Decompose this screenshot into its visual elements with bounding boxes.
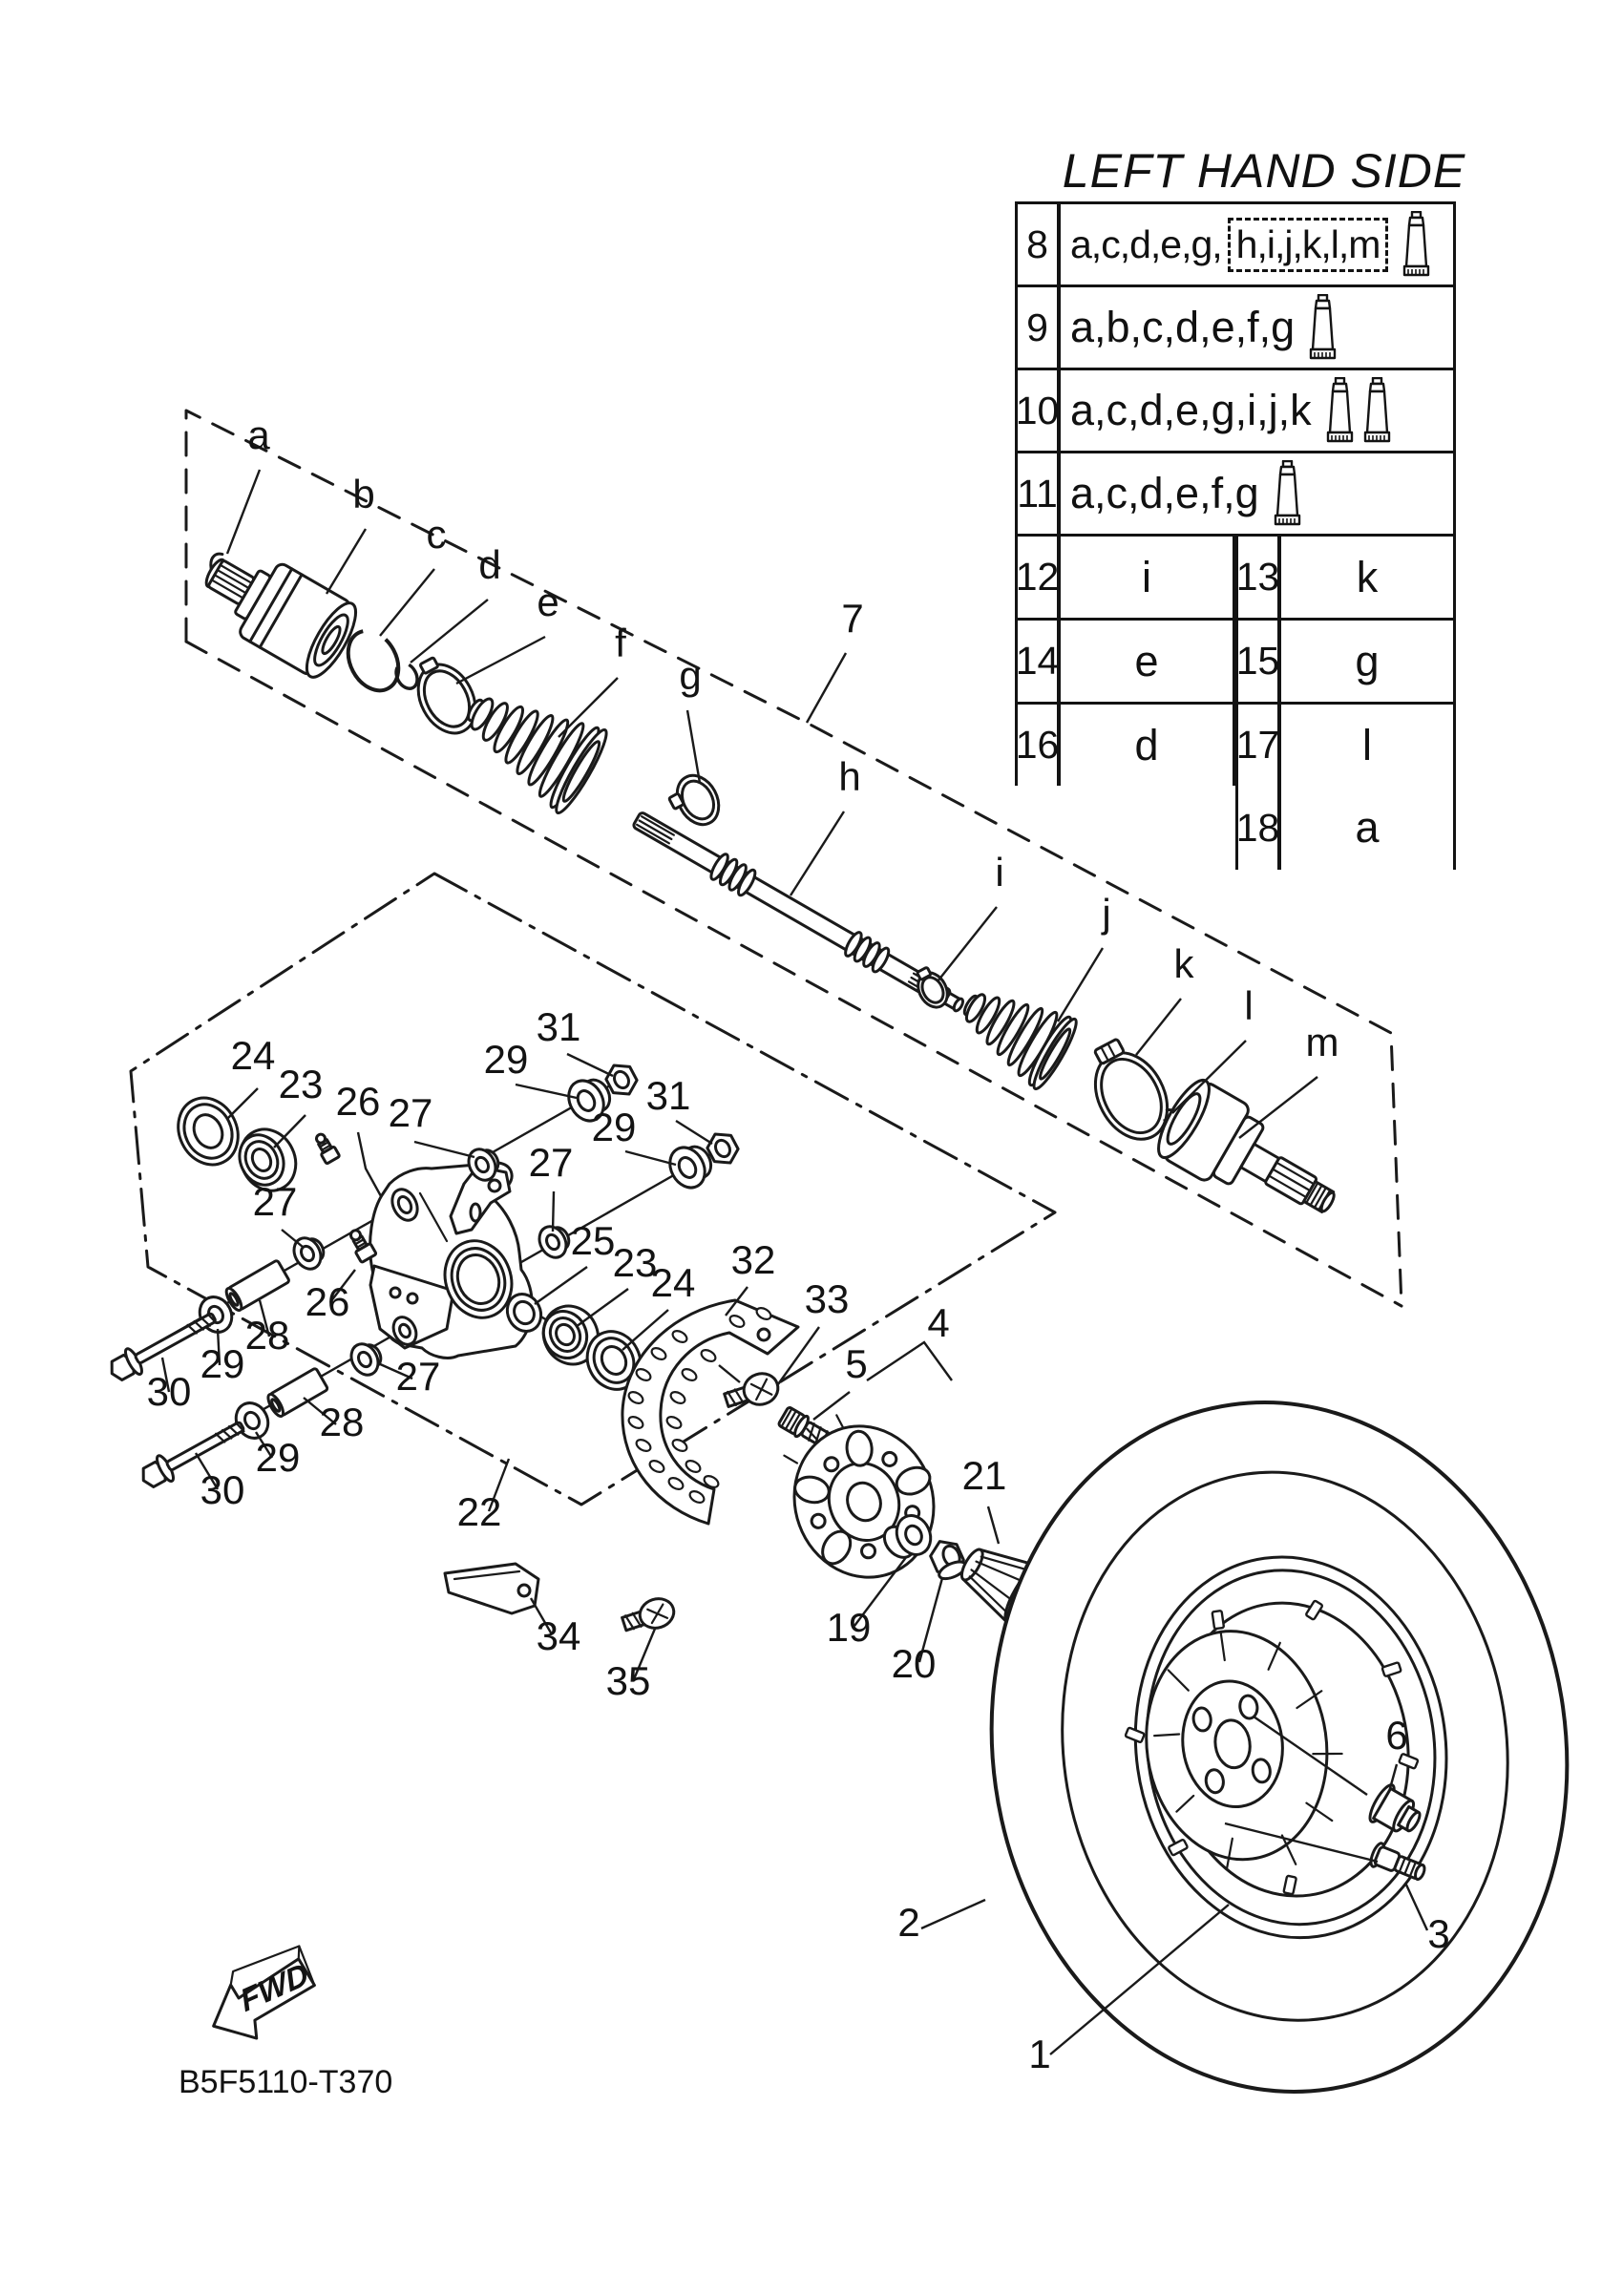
row18-number: 18 — [1235, 786, 1279, 870]
row8-codes — [1059, 201, 1456, 284]
table-row-8 — [1015, 201, 1456, 284]
screw-35 — [620, 1594, 678, 1637]
row11-codes — [1059, 451, 1456, 534]
part-label-34: 34 — [536, 1613, 581, 1658]
retainer-bracket-34 — [445, 1564, 538, 1613]
part-label-6: 6 — [1385, 1713, 1408, 1758]
outer-cv-joint-m — [1149, 1074, 1353, 1242]
row13-code: k — [1279, 534, 1456, 618]
part-label-4: 4 — [927, 1300, 950, 1345]
table-row-9 — [1015, 284, 1456, 368]
part-label-31: 31 — [536, 1004, 581, 1049]
part-label-30: 30 — [146, 1369, 192, 1414]
row15-number: 15 — [1235, 618, 1279, 702]
row9-codes — [1059, 284, 1456, 368]
row15-code: g — [1279, 618, 1456, 702]
part-label-2: 2 — [897, 1900, 920, 1945]
part-label-27: 27 — [395, 1354, 441, 1399]
part-label-3: 3 — [1427, 1911, 1450, 1956]
row8-number: 8 — [1015, 201, 1059, 284]
tire-2-and-rim-1 — [948, 1365, 1612, 2129]
row12-code: i — [1059, 534, 1235, 618]
part-label-1: 1 — [1028, 2032, 1051, 2076]
part-label-h: h — [838, 754, 861, 799]
row17-code: l — [1279, 702, 1456, 786]
row13-number: 13 — [1235, 534, 1279, 618]
row17-number: 17 — [1235, 702, 1279, 786]
part-label-d: d — [478, 542, 501, 587]
collar-27d — [347, 1338, 387, 1380]
oil-seal-24a — [167, 1087, 248, 1174]
part-label-26: 26 — [305, 1279, 350, 1324]
part-label-j: j — [1102, 891, 1111, 936]
row8-tubes — [1402, 211, 1431, 278]
table-row-10 — [1015, 368, 1456, 451]
part-label-33: 33 — [804, 1276, 850, 1321]
grease-tube-icon — [1325, 377, 1355, 444]
row8-codes-boxed: h,i,j,k,l,m — [1228, 218, 1389, 272]
row14-code: e — [1059, 618, 1235, 702]
table-row-16-17 — [1015, 702, 1456, 786]
diagram-code: B5F5110-T370 — [179, 2064, 393, 2100]
collar-27c — [289, 1232, 329, 1274]
part-label-24: 24 — [650, 1260, 696, 1305]
cv-boot-j — [947, 969, 1082, 1093]
part-label-35: 35 — [605, 1658, 651, 1703]
sleeve-28a — [223, 1260, 289, 1313]
row11-number: 11 — [1015, 451, 1059, 534]
part-label-5: 5 — [845, 1341, 868, 1386]
part-label-28: 28 — [244, 1313, 290, 1358]
part-label-e: e — [537, 579, 559, 624]
row10-tubes — [1325, 377, 1392, 444]
fwd-arrow — [197, 1943, 327, 2053]
row16-code: d — [1059, 702, 1235, 786]
part-label-f: f — [615, 621, 626, 665]
grease-tube-icon — [1273, 460, 1302, 527]
part-label-29: 29 — [255, 1435, 301, 1480]
collar-27b — [535, 1220, 575, 1262]
row9-tubes — [1308, 294, 1338, 361]
row14-number: 14 — [1015, 618, 1059, 702]
part-label-c: c — [426, 512, 447, 557]
part-label-m: m — [1305, 1020, 1339, 1064]
grease-tube-icon — [1402, 211, 1431, 278]
part-label-27: 27 — [252, 1179, 298, 1224]
row18-code: a — [1279, 786, 1456, 870]
part-label-27: 27 — [388, 1090, 433, 1135]
grease-nipple-26a — [312, 1131, 340, 1164]
part-label-23: 23 — [612, 1240, 658, 1285]
part-label-21: 21 — [961, 1453, 1007, 1498]
part-label-29: 29 — [200, 1341, 245, 1386]
table-row-18 — [1235, 786, 1456, 870]
grease-tube-icon — [1362, 377, 1392, 444]
part-label-20: 20 — [891, 1641, 937, 1686]
part-label-31: 31 — [645, 1073, 691, 1118]
disc-guard-32 — [622, 1300, 798, 1524]
part-label-30: 30 — [200, 1467, 245, 1512]
part-label-a: a — [247, 412, 270, 457]
part-label-24: 24 — [230, 1033, 276, 1078]
part-label-19: 19 — [826, 1605, 872, 1650]
part-label-32: 32 — [730, 1237, 776, 1282]
rear-knuckle — [370, 1163, 533, 1358]
row10-codes-plain: a,c,d,e,g,i,j,k — [1070, 386, 1312, 434]
row10-number: 10 — [1015, 368, 1059, 451]
part-label-29: 29 — [483, 1037, 529, 1082]
part-label-25: 25 — [570, 1218, 616, 1263]
part-label-g: g — [679, 653, 702, 698]
row12-number: 12 — [1015, 534, 1059, 618]
part-label-k: k — [1173, 941, 1194, 986]
part-label-28: 28 — [319, 1400, 365, 1444]
grease-tube-icon — [1308, 294, 1338, 361]
row11-tubes — [1273, 460, 1302, 527]
row9-number: 9 — [1015, 284, 1059, 368]
clamp-g — [664, 769, 727, 834]
row10-codes — [1059, 368, 1456, 451]
inner-cv-joint-b — [190, 534, 365, 684]
part-label-29: 29 — [591, 1105, 637, 1149]
fwd-arrow-label: FWD — [236, 1956, 313, 2020]
part-label-i: i — [995, 850, 1004, 895]
table-row-14-15 — [1015, 618, 1456, 702]
part-label-7: 7 — [841, 596, 864, 641]
table-row-12-13 — [1015, 534, 1456, 618]
row9-codes-plain: a,b,c,d,e,f,g — [1070, 303, 1296, 351]
part-label-l: l — [1244, 983, 1254, 1028]
table-row-11 — [1015, 451, 1456, 534]
part-label-22: 22 — [456, 1489, 502, 1534]
page-title: LEFT HAND SIDE — [1062, 144, 1466, 198]
row16-number: 16 — [1015, 702, 1059, 786]
part-label-23: 23 — [278, 1062, 324, 1106]
part-label-b: b — [352, 472, 375, 516]
parts-code-table — [1015, 201, 1456, 870]
part-label-27: 27 — [528, 1140, 574, 1185]
row11-codes-plain: a,c,d,e,f,g — [1070, 469, 1259, 517]
part-label-26: 26 — [335, 1079, 381, 1124]
row8-codes-plain: a,c,d,e,g, — [1070, 221, 1222, 266]
